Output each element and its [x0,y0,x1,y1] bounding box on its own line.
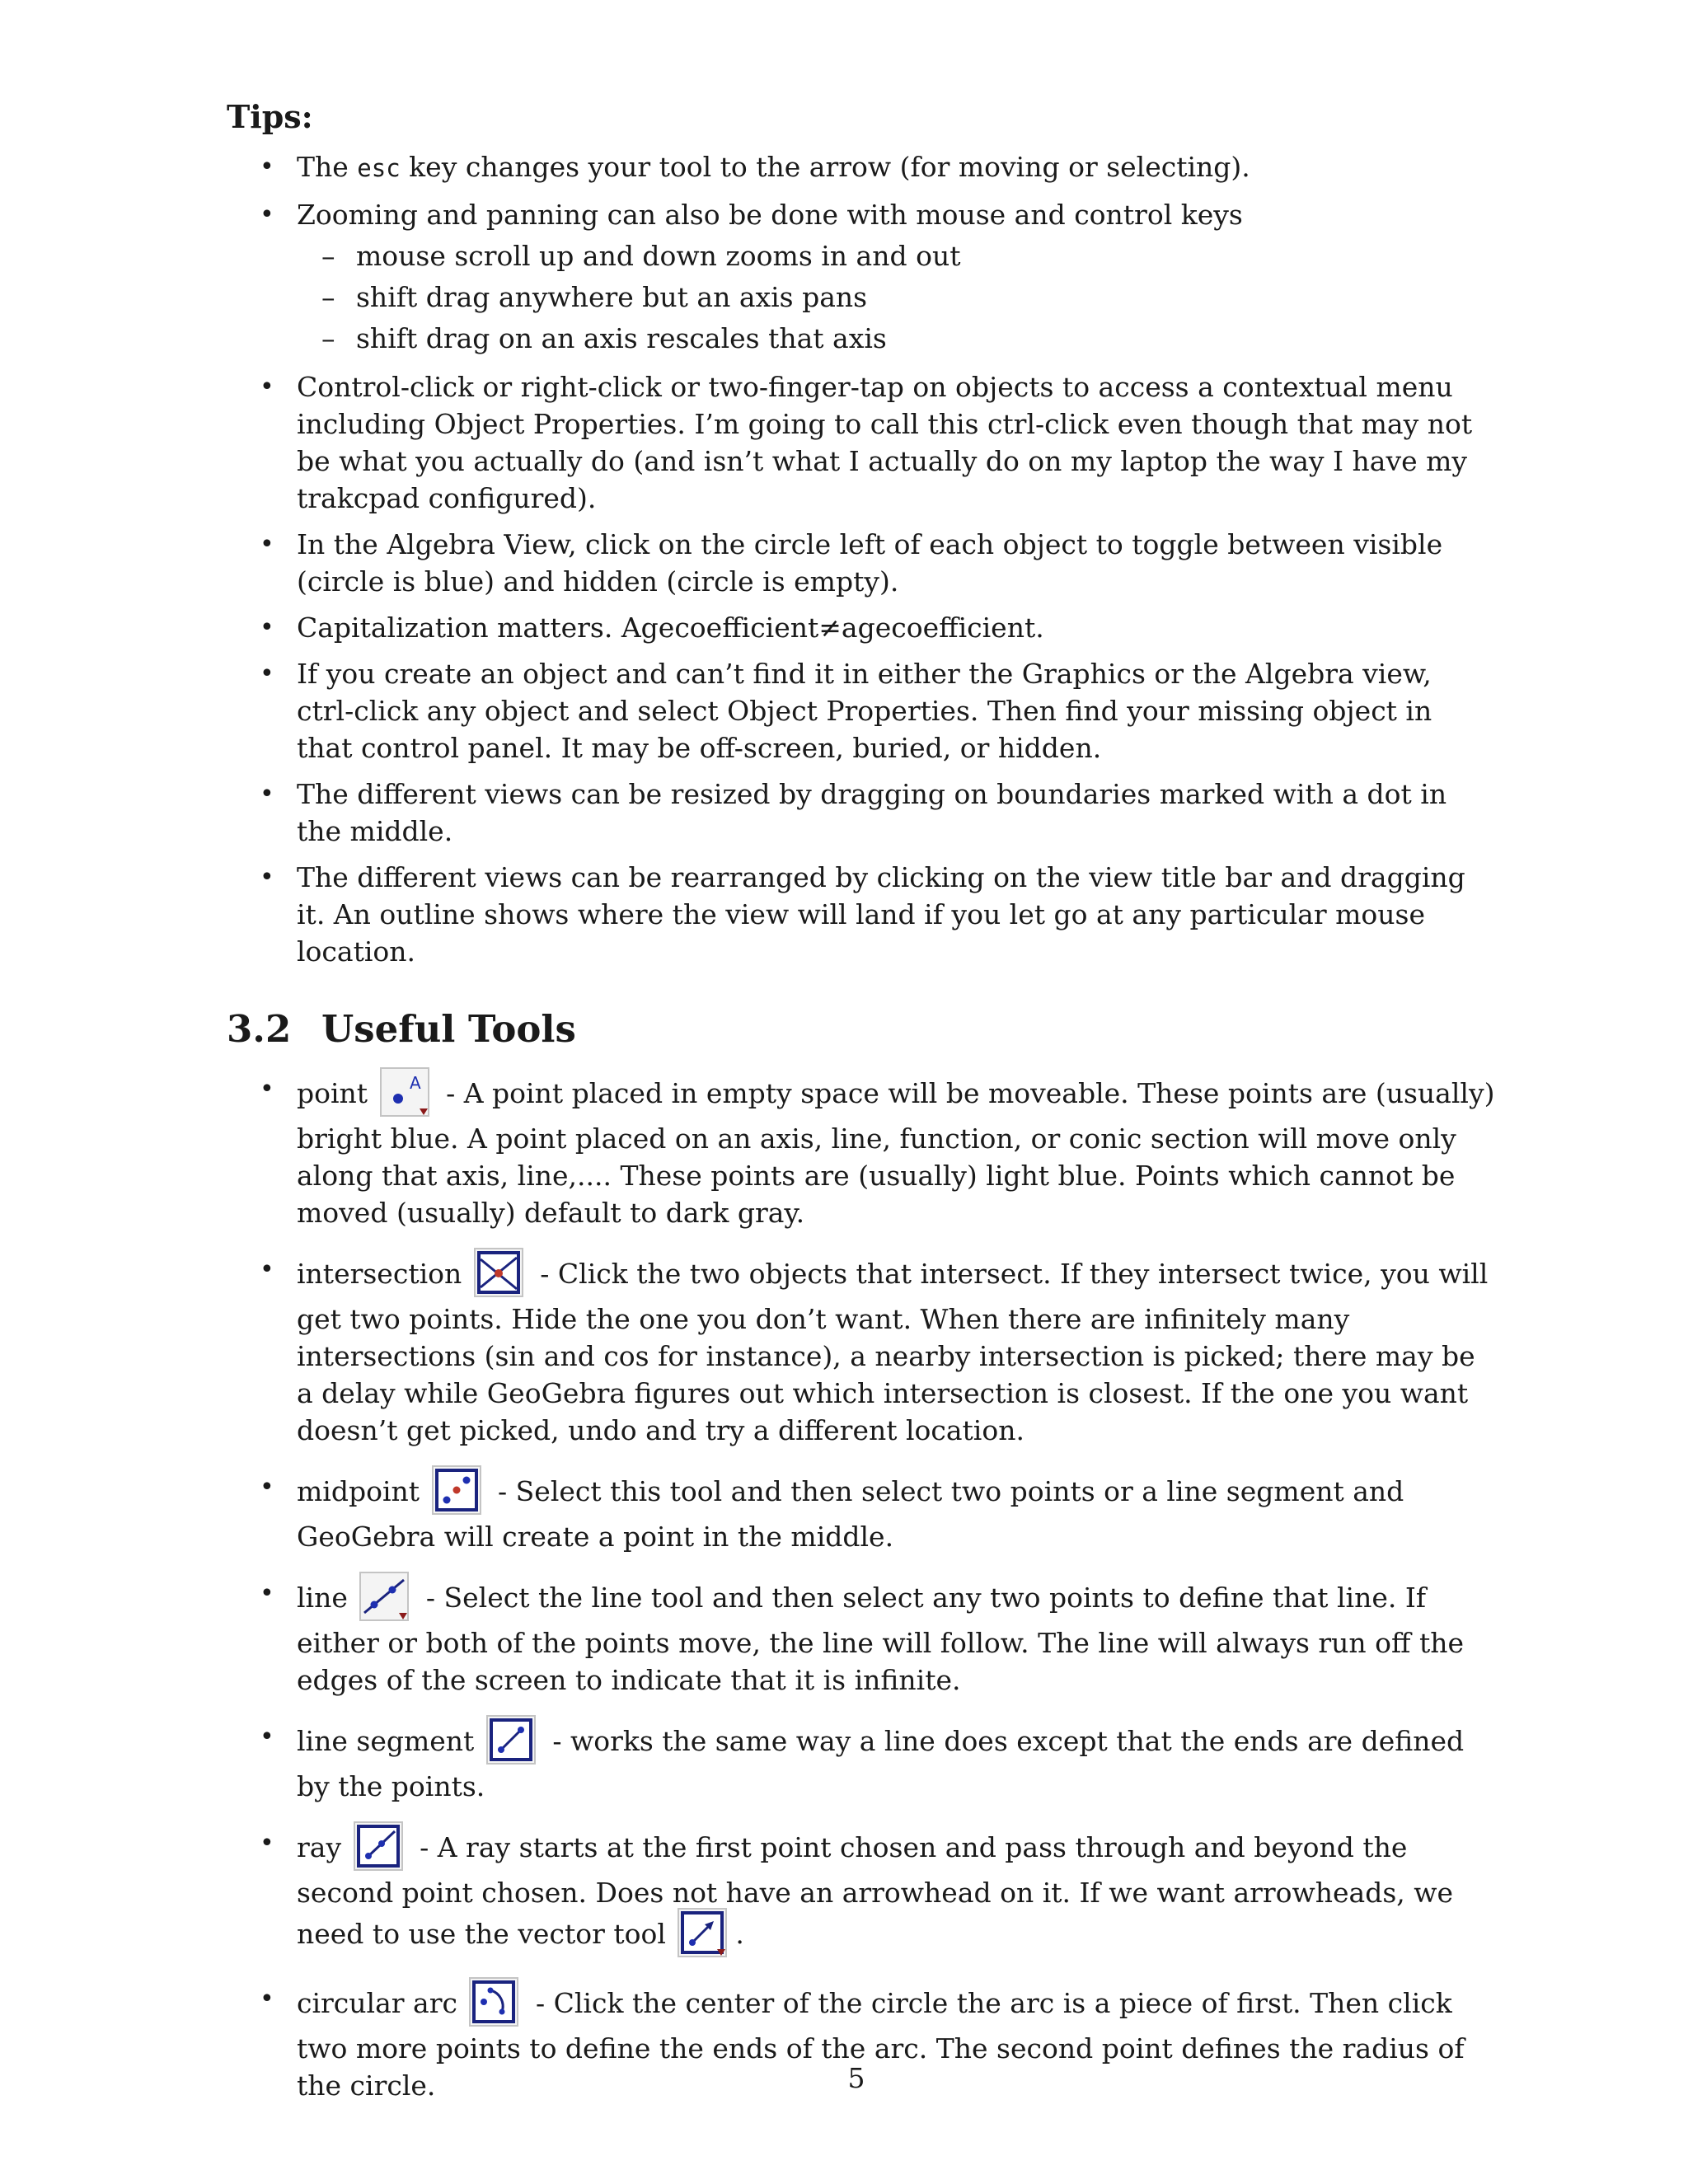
tips-list [227,148,1496,970]
tool-name: line segment [297,1725,475,1757]
tool-description: - Click the center of the circle the arc is a piece of first. Then click two more points to define the ends of the arc. The second point defines the radius of the circle. [297,1987,1465,2102]
tool-line [227,1575,1496,1699]
zoom-sub-item: – shift drag on an axis rescales that axis [297,318,1496,359]
tool-description: - Select the line tool and then select any two points to define that line. If either or both of the points move, the line will follow. The line will always run off the edges of the screen to indicate that it is infinite. [297,1582,1465,1696]
tool-description: - Select this tool and then select two points or a line segment and GeoGebra will create a point in the middle. [297,1475,1404,1553]
tip-missing-object: • If you create an object and can’t find it in either the Graphics or the Algebra view, ctrl-click any object and select Object Properties. Then find your missing object in that control panel. It may be off-screen, buried, or hidden. [227,655,1496,766]
tool-description: - A point placed in empty space will be moveable. These points are (usually) bright blue. A point placed on an axis, line, function, or conic section will move only along that axis, line,.... These points are (usually) light blue. Points which cannot be moved (usually) default to dark gray. [297,1077,1495,1229]
zoom-sublist [297,236,1496,359]
tool-point [227,1071,1496,1231]
line-tool-icon [359,1572,409,1621]
circular-arc-tool-icon [469,1977,518,2027]
tool-ray: • ray - A ray starts at the first point chosen and pass through and beyond the second point chosen. Does not have an arrowhead on it. If we want arrowheads, we need to use the vector tool . [227,1825,1496,1961]
tip-esc-key: • The esc key changes your tool to the arrow (for moving or selecting). [227,148,1496,187]
tip-ctrl-click: • Control-click or right-click or two-finger-tap on objects to access a contextual menu including Object Properties. I’m going to call this ctrl-click even though that may not be what you actually do (and isn’t what I actually do on my laptop the way I have my trakcpad configured). [227,368,1496,517]
section-heading [227,1006,1496,1052]
tool-name: ray [297,1831,342,1863]
tool-name: circular arc [297,1987,457,2019]
tool-name: intersection [297,1258,462,1290]
intersection-tool-icon [474,1248,523,1297]
vector-tool-icon [678,1908,727,1957]
document-page [227,97,1496,2124]
tool-name: midpoint [297,1475,420,1507]
tool-description: - Click the two objects that intersect. If they intersect twice, you will get two points. Hide the one you don’t want. When there are infinitely many intersections (sin and cos for instance), a nearby intersection is picked; there may be a delay while GeoGebra figures out which intersection is closest. If the one you want doesn’t get picked, undo and try a different location. [297,1258,1489,1446]
tool-midpoint [227,1469,1496,1555]
ray-tool-icon [354,1821,403,1871]
section-number: 3.2 [227,1007,292,1051]
point-icon-letter: A [409,1073,421,1093]
tip-rearrange: • The different views can be rearranged by clicking on the view title bar and dragging it. An outline shows where the view will land if you let go at any particular mouse location. [227,859,1496,970]
tip-capitalization: • Capitalization matters. Agecoefficient≠agecoefficient. [227,609,1496,646]
midpoint-tool-icon [432,1465,481,1515]
esc-key-code: esc [357,154,401,182]
zoom-sub-item: – shift drag anywhere but an axis pans [297,277,1496,318]
page-number: 5 [847,2062,865,2094]
tip-zoom: • Zooming and panning can also be done with mouse and control keys – mouse scroll up and down zooms in and out – shift drag anywhere but an axis pans – shift drag on an axis rescales that axis [227,196,1496,359]
zoom-sub-item: – mouse scroll up and down zooms in and out [297,236,1496,277]
tip-resize: • The different views can be resized by dragging on boundaries marked with a dot in the middle. [227,776,1496,850]
segment-tool-icon [486,1715,536,1765]
tool-description: - A ray starts at the first point chosen and pass through and beyond the second point chosen. Does not have an arrowhead on it. If we want arrowheads, we need to use the vector tool [297,1831,1454,1950]
tools-list [227,1071,1496,2104]
tool-line-segment [227,1718,1496,1805]
tool-name: point [297,1077,368,1109]
tool-description: - works the same way a line does except that the ends are defined by the points. [297,1725,1465,1802]
point-tool-icon [380,1067,429,1117]
tool-name: line [297,1582,348,1614]
tip-algebra-view: • In the Algebra View, click on the circle left of each object to toggle between visible (circle is blue) and hidden (circle is empty). [227,526,1496,600]
tool-intersection [227,1251,1496,1449]
tips-heading: Tips: [227,98,313,135]
section-title: Useful Tools [321,1007,576,1051]
